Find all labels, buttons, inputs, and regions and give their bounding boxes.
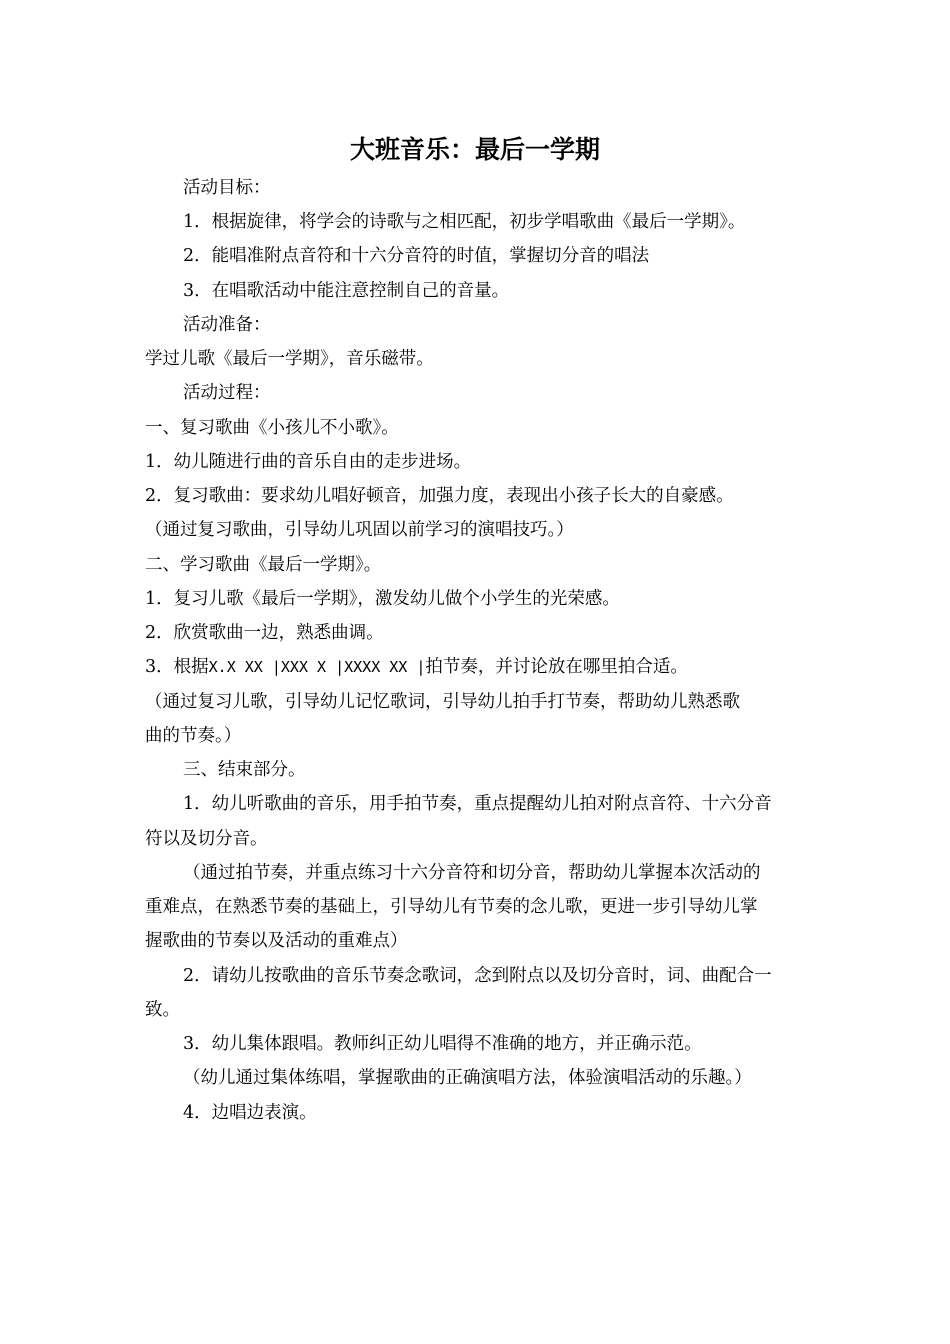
process-item: 1．幼儿随进行曲的音乐自由的走步进场。 [145, 452, 472, 472]
heading-activity-process: 活动过程： [183, 383, 271, 403]
process-item: 4．边唱边表演。 [183, 1103, 317, 1123]
process-item: 3．幼儿集体跟唱。教师纠正幼儿唱得不准确的地方，并正确示范。 [183, 1034, 702, 1054]
heading-activity-preparation: 活动准备： [183, 315, 271, 335]
process-item: 2．复习歌曲：要求幼儿唱好顿音，加强力度，表现出小孩子长大的自豪感。 [145, 486, 734, 506]
rhythm-notation: X.X XX |XXX X |XXXX XX | [208, 658, 426, 676]
process-item: 2．欣赏歌曲一边，熟悉曲调。 [145, 623, 384, 643]
process-note-cont: 重难点，在熟悉节奏的基础上，引导幼儿有节奏的念儿歌，更进一步引导幼儿掌 [145, 897, 758, 917]
process-note: （通过复习儿歌，引导幼儿记忆歌词，引导幼儿拍手打节奏，帮助幼儿熟悉歌 [145, 692, 740, 712]
document-title: 大班音乐：最后一学期 [349, 135, 600, 164]
process-note: （幼儿通过集体练唱，掌握歌曲的正确演唱方法，体验演唱活动的乐趣。） [183, 1068, 752, 1088]
process-item: 1．幼儿听歌曲的音乐，用手拍节奏，重点提醒幼儿拍对附点音符、十六分音 [183, 794, 772, 814]
preparation-text: 学过儿歌《最后一学期》，音乐磁带。 [145, 349, 434, 369]
process-note: （通过拍节奏，并重点练习十六分音符和切分音，帮助幼儿掌握本次活动的 [183, 863, 761, 883]
rhythm-line-prefix: 3．根据 [145, 657, 209, 677]
process-item-cont: 符以及切分音。 [145, 829, 268, 849]
goal-item-3: 3．在唱歌活动中能注意控制自己的音量。 [183, 281, 510, 301]
heading-activity-goals: 活动目标： [183, 178, 271, 198]
rhythm-line-suffix: 拍节奏，并讨论放在哪里拍合适。 [425, 657, 688, 677]
process-note-cont: 握歌曲的节奏以及活动的重难点） [145, 931, 408, 951]
rhythm-line [145, 655, 688, 679]
section-heading-3: 三、结束部分。 [183, 760, 306, 780]
process-note-cont: 曲的节奏。） [145, 726, 242, 746]
process-note: （通过复习歌曲，引导幼儿巩固以前学习的演唱技巧。） [145, 520, 574, 540]
section-heading-2: 二、学习歌曲《最后一学期》。 [145, 555, 382, 575]
process-item: 1．复习儿歌《最后一学期》，激发幼儿做个小学生的光荣感。 [145, 589, 620, 609]
goal-item-2: 2．能唱准附点音符和十六分音符的时值，掌握切分音的唱法 [183, 246, 650, 266]
process-item-cont: 致。 [145, 1000, 180, 1020]
process-item: 2．请幼儿按歌曲的音乐节奏念歌词，念到附点以及切分音时，词、曲配合一 [183, 966, 772, 986]
goal-item-1: 1．根据旋律，将学会的诗歌与之相匹配，初步学唱歌曲《最后一学期》。 [183, 212, 746, 232]
section-heading-1: 一、复习歌曲《小孩儿不小歌》。 [145, 418, 399, 438]
